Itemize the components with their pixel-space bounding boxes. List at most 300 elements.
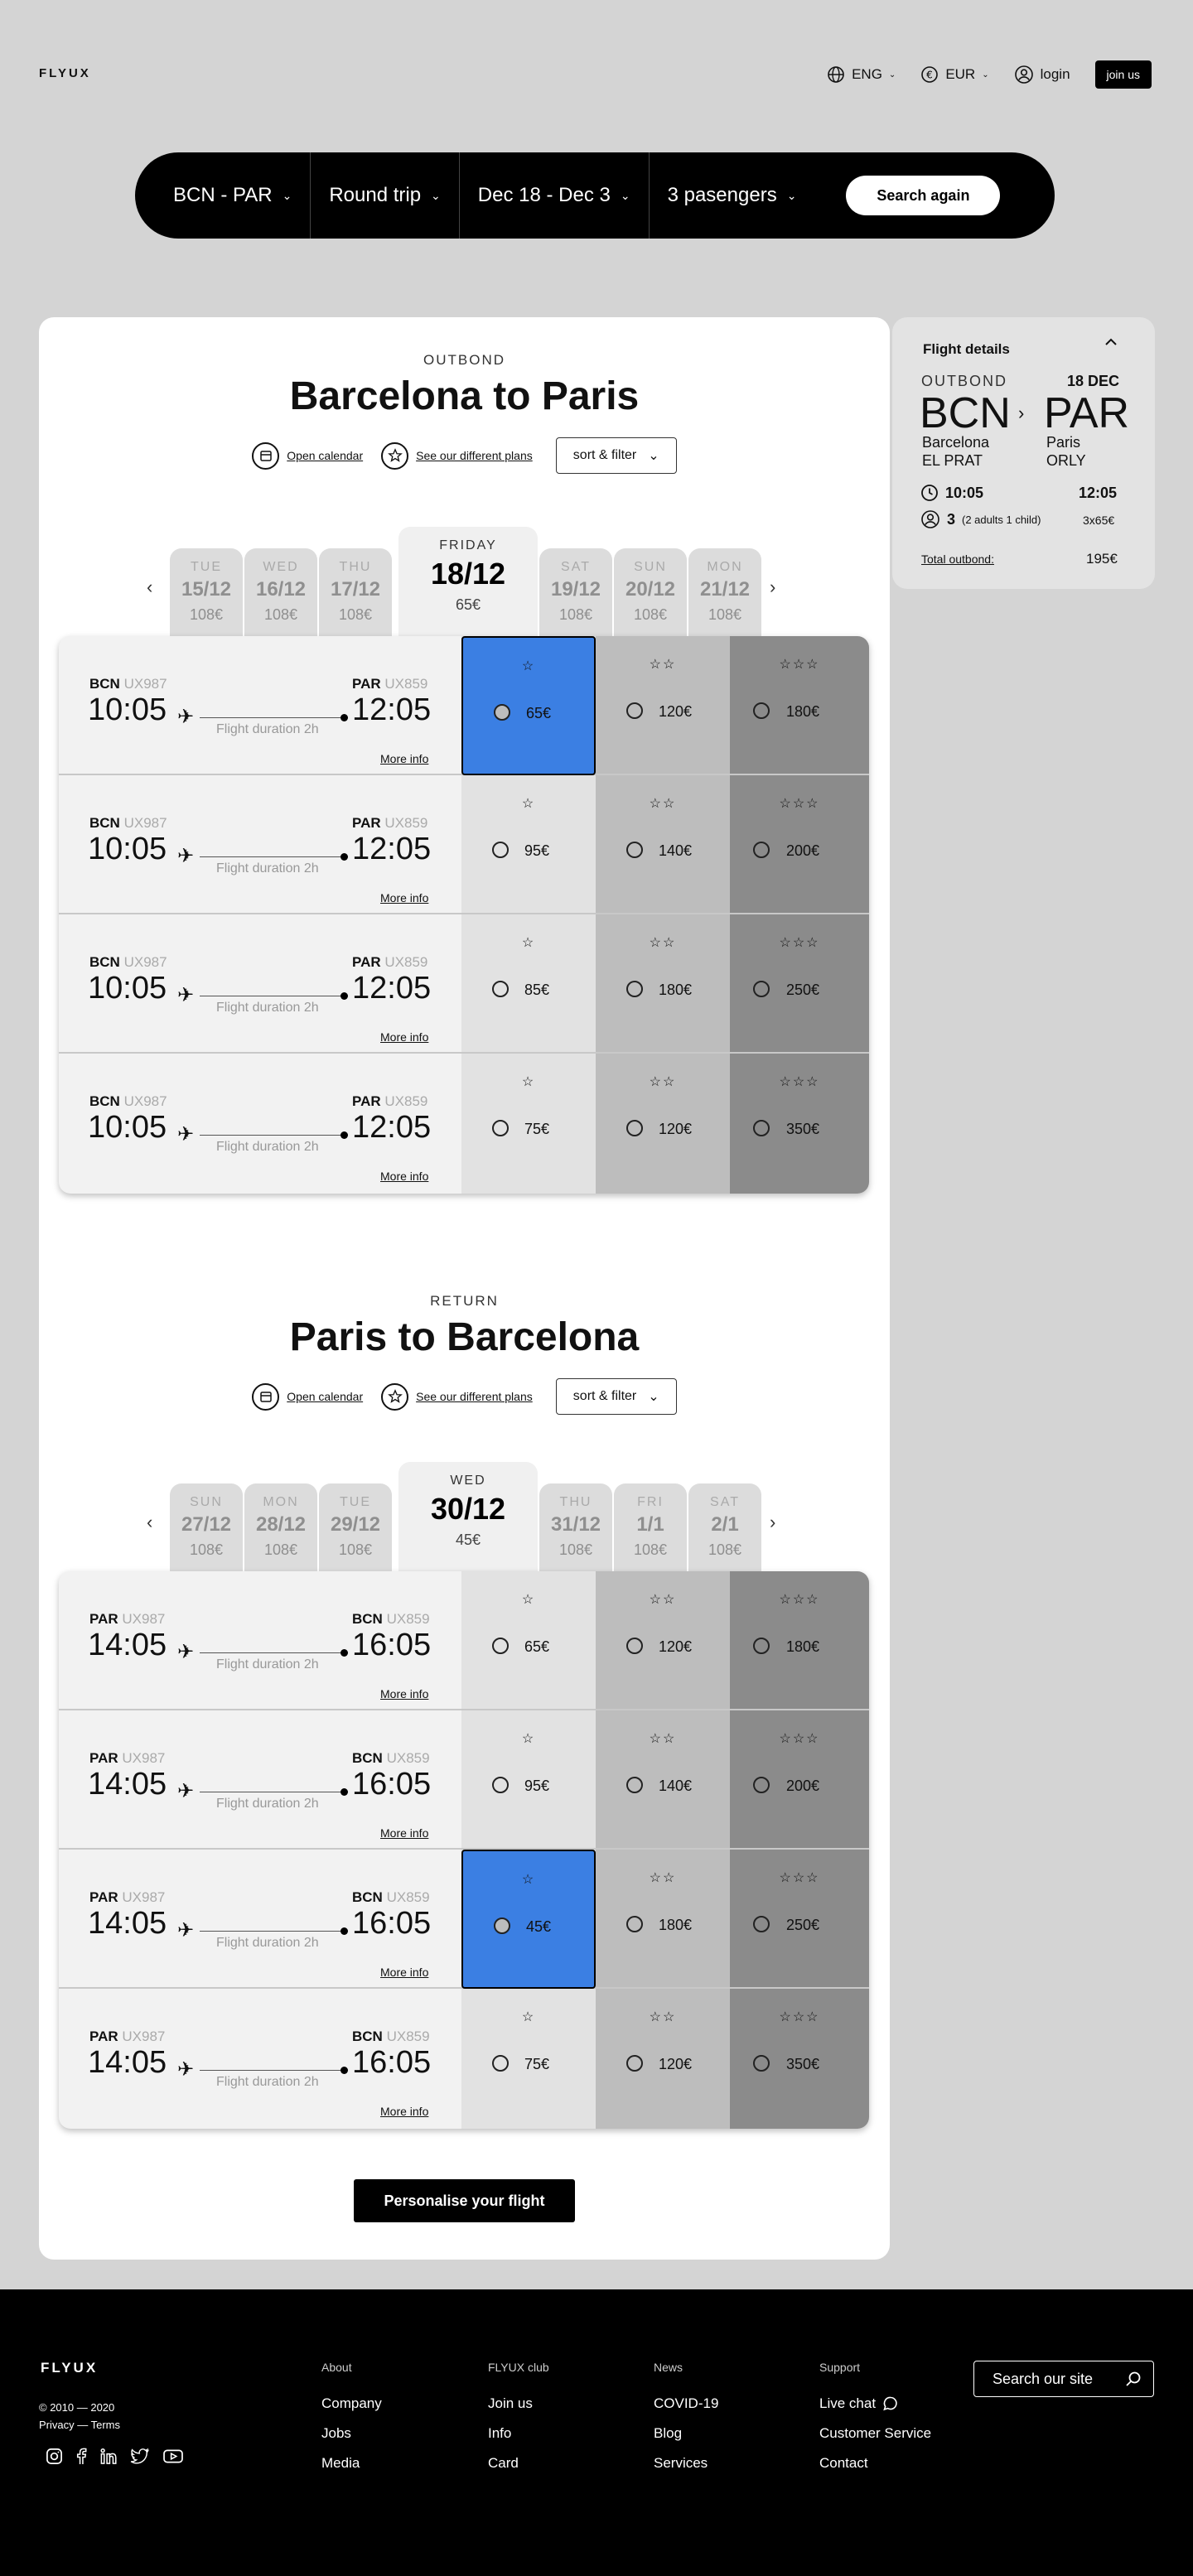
- linkedin-icon[interactable]: [99, 2448, 118, 2465]
- fare-option[interactable]: [461, 914, 596, 1054]
- sort-filter-button[interactable]: [556, 437, 677, 474]
- fare-option[interactable]: [596, 914, 730, 1054]
- open-calendar-link[interactable]: [252, 442, 363, 470]
- departure-time: 10:05: [88, 832, 167, 866]
- more-info-link[interactable]: More info: [380, 1030, 429, 1044]
- date-tab-price: 108€: [633, 606, 668, 623]
- star-rating-icon: ☆☆: [649, 658, 677, 672]
- date-tab-price: 45€: [455, 1532, 481, 1548]
- personalise-flight-button[interactable]: Personalise your flight: [354, 2179, 575, 2222]
- departure-time: 10:05: [88, 971, 167, 1006]
- trip-type-selector[interactable]: [311, 152, 459, 239]
- passenger-price: 3x65€: [1083, 514, 1115, 527]
- star-rating-icon: ☆☆: [649, 1732, 677, 1746]
- departure-time: 10:05: [88, 1110, 167, 1145]
- passenger-breakdown: (2 adults 1 child): [962, 513, 1041, 526]
- date-tab[interactable]: [539, 548, 612, 641]
- fare-price: 350€: [786, 1121, 820, 1137]
- flight-row: [59, 1054, 869, 1193]
- open-calendar-label: Open calendar: [287, 1390, 364, 1403]
- fare-option[interactable]: [730, 1989, 869, 2128]
- chevron-right-icon[interactable]: ›: [770, 576, 776, 597]
- fare-radio[interactable]: [626, 1777, 643, 1793]
- date-tab-day: SUN: [634, 560, 667, 574]
- login-link[interactable]: [1014, 65, 1070, 84]
- star-rating-icon: ☆☆: [649, 936, 677, 950]
- origin-airport-code: BCN: [89, 815, 120, 831]
- footer-link[interactable]: [321, 2395, 382, 2412]
- route-selector[interactable]: [173, 152, 311, 239]
- plane-icon: ✈: [177, 1641, 195, 1663]
- flight-row: [59, 636, 869, 775]
- fare-radio[interactable]: [492, 2055, 509, 2072]
- route-line: [200, 2070, 345, 2071]
- fare-radio[interactable]: [626, 1120, 643, 1136]
- origin-flight-number: UX987: [123, 815, 167, 831]
- fare-option[interactable]: [730, 914, 869, 1054]
- origin-code: [89, 1611, 165, 1628]
- chevron-up-icon[interactable]: [1105, 338, 1117, 346]
- date-tab-date: 16/12: [255, 578, 307, 601]
- more-info-link[interactable]: More info: [380, 1170, 429, 1183]
- footer-link-label: Join us: [488, 2395, 533, 2411]
- flight-selection-panel: [39, 317, 890, 2260]
- more-info-link[interactable]: More info: [380, 752, 429, 765]
- route-line: [200, 856, 345, 857]
- route-end-dot: [341, 2067, 348, 2074]
- return-title: Paris to Barcelona: [289, 1315, 640, 1359]
- origin-code: [89, 2028, 165, 2045]
- fare-price: 65€: [524, 1638, 550, 1655]
- fare-price: 65€: [526, 705, 552, 721]
- arrival-time: 16:05: [352, 1906, 432, 1941]
- copyright: © 2010 — 2020: [39, 2401, 115, 2414]
- footer-link-label: Card: [488, 2455, 519, 2471]
- destination-flight-number: UX859: [384, 1093, 428, 1109]
- twitter-icon[interactable]: [130, 2448, 150, 2465]
- origin-airport-code: BCN: [89, 1093, 120, 1109]
- star-rating-icon: ☆☆☆: [779, 936, 820, 950]
- outbound-flight-table: [59, 636, 869, 1194]
- footer-link-label: Company: [321, 2395, 382, 2411]
- chevron-down-icon: ⌄: [648, 1390, 659, 1404]
- chat-bubble-icon: [882, 2395, 899, 2412]
- outbound-toolbar: [39, 437, 890, 474]
- fare-radio[interactable]: [626, 842, 643, 858]
- fare-radio[interactable]: [492, 842, 509, 858]
- departure-time: 10:05: [945, 484, 984, 501]
- date-tab[interactable]: [244, 548, 317, 641]
- date-tab-day: SAT: [710, 1495, 740, 1509]
- origin-flight-number: UX987: [123, 1093, 167, 1109]
- date-tab-day: WED: [263, 560, 299, 574]
- sort-filter-label: sort & filter: [572, 1389, 637, 1403]
- footer-column-heading: News: [654, 2361, 683, 2374]
- chevron-right-icon[interactable]: ›: [770, 1512, 776, 1532]
- fare-radio[interactable]: [753, 1777, 770, 1793]
- date-tab-day: FRI: [637, 1495, 664, 1509]
- date-tab-price: 108€: [263, 1541, 298, 1558]
- date-tab[interactable]: [319, 548, 392, 641]
- origin-code: [89, 954, 167, 971]
- star-icon: [381, 1383, 408, 1411]
- footer-link[interactable]: [819, 2455, 931, 2472]
- destination-airport-code: PAR: [352, 954, 381, 970]
- flight-row: [59, 914, 869, 1054]
- flight-duration: Flight duration 2h: [216, 1797, 319, 1811]
- details-origin-code: BCN: [920, 389, 1011, 437]
- fare-price: 120€: [659, 1638, 693, 1655]
- fare-option[interactable]: [461, 1054, 596, 1193]
- facebook-icon[interactable]: [75, 2448, 87, 2465]
- fare-radio[interactable]: [753, 2055, 770, 2072]
- details-departure: [920, 484, 983, 502]
- fare-radio[interactable]: [492, 1120, 509, 1136]
- footer-link[interactable]: [654, 2425, 718, 2442]
- arrival-time: 12:05: [352, 1110, 432, 1145]
- footer-link[interactable]: [488, 2455, 549, 2472]
- origin-code: [89, 1093, 167, 1110]
- date-tab-price: 65€: [455, 596, 481, 613]
- fare-option[interactable]: [596, 775, 730, 914]
- date-tab-date: 17/12: [330, 578, 381, 601]
- currency-selector[interactable]: [920, 65, 988, 84]
- top-nav: [827, 60, 1152, 89]
- fare-price: 75€: [524, 1121, 550, 1137]
- date-tab[interactable]: [614, 1483, 687, 1576]
- fare-radio[interactable]: [753, 981, 770, 997]
- arrival-time: 16:05: [352, 1628, 432, 1662]
- date-tab-day: FRIDAY: [439, 538, 497, 552]
- open-calendar-link[interactable]: [252, 1383, 363, 1411]
- see-plans-link[interactable]: [381, 1383, 533, 1411]
- flight-row: [59, 1571, 869, 1710]
- fare-radio[interactable]: [494, 704, 510, 721]
- star-icon: [381, 442, 408, 470]
- more-info-link[interactable]: More info: [380, 891, 429, 904]
- currency-label: EUR: [945, 66, 976, 82]
- fare-option[interactable]: [730, 1850, 869, 1989]
- date-tab-day: TUE: [340, 1495, 371, 1509]
- fare-radio[interactable]: [626, 702, 643, 719]
- instagram-icon[interactable]: [46, 2448, 63, 2465]
- fare-radio[interactable]: [753, 702, 770, 719]
- date-tab-date: 18/12: [430, 557, 506, 591]
- fare-radio[interactable]: [753, 842, 770, 858]
- arrival-time: 16:05: [352, 2045, 432, 2080]
- date-tab-date: 29/12: [330, 1513, 381, 1536]
- fare-price: 120€: [659, 703, 693, 720]
- plane-icon: ✈: [177, 2058, 195, 2081]
- fare-option[interactable]: [730, 636, 869, 775]
- date-tab-day: TUE: [191, 560, 222, 574]
- fare-option[interactable]: [461, 1989, 596, 2128]
- star-rating-icon: ☆☆☆: [779, 797, 820, 811]
- flight-row: [59, 1989, 869, 2128]
- plane-icon: ✈: [177, 984, 195, 1006]
- fare-price: 75€: [524, 2056, 550, 2072]
- footer-link-label: Info: [488, 2425, 512, 2441]
- origin-flight-number: UX987: [123, 676, 167, 692]
- date-tab-day: MON: [263, 1495, 299, 1509]
- date-tab-date: 1/1: [636, 1513, 664, 1536]
- chevron-down-icon: ⌄: [982, 70, 989, 80]
- destination-flight-number: UX859: [386, 1889, 430, 1905]
- date-tab[interactable]: [539, 1483, 612, 1576]
- fare-price: 95€: [524, 842, 550, 859]
- fare-option[interactable]: [461, 636, 596, 775]
- flight-row: [59, 775, 869, 914]
- fare-option[interactable]: [730, 1571, 869, 1710]
- route-line: [200, 1135, 345, 1136]
- date-tab-date: 30/12: [430, 1492, 506, 1526]
- date-tab-price: 108€: [338, 1541, 373, 1558]
- flight-duration: Flight duration 2h: [216, 2075, 319, 2089]
- fare-price: 180€: [659, 1917, 693, 1933]
- chevron-right-icon: ›: [1018, 403, 1025, 423]
- route-end-dot: [341, 1788, 348, 1796]
- route-line: [200, 1652, 345, 1653]
- date-tab-date: 19/12: [550, 578, 601, 601]
- dates-selector[interactable]: [460, 152, 650, 239]
- date-tab[interactable]: [688, 548, 761, 641]
- star-rating-icon: ☆: [521, 1593, 536, 1607]
- clock-icon: [920, 484, 939, 502]
- chevron-down-icon: ⌄: [620, 188, 630, 202]
- origin-flight-number: UX987: [122, 2028, 166, 2044]
- fare-radio[interactable]: [626, 1638, 643, 1654]
- chevron-down-icon: ⌄: [786, 188, 797, 202]
- fare-price: 200€: [786, 842, 820, 859]
- calendar-icon: [252, 442, 279, 470]
- date-tab-date: 27/12: [181, 1513, 232, 1536]
- route-end-dot: [341, 853, 348, 861]
- fare-price: 200€: [786, 1778, 820, 1794]
- fare-radio[interactable]: [626, 981, 643, 997]
- route-end-dot: [341, 1927, 348, 1935]
- date-tab-day: THU: [339, 560, 372, 574]
- details-direction: OUTBOND: [921, 373, 1007, 389]
- outbound-label: OUTBOND: [423, 352, 505, 368]
- date-tab-price: 108€: [189, 606, 224, 623]
- more-info-link[interactable]: More info: [380, 1687, 429, 1700]
- destination-airport-code: PAR: [352, 815, 381, 831]
- plane-icon: ✈: [177, 1780, 195, 1802]
- language-selector[interactable]: [827, 65, 896, 84]
- star-rating-icon: ☆☆☆: [779, 1593, 820, 1607]
- fare-price: 95€: [524, 1778, 550, 1794]
- destination-airport-code: PAR: [352, 1093, 381, 1109]
- date-tab[interactable]: [614, 548, 687, 641]
- footer: [0, 2289, 1193, 2576]
- fare-option[interactable]: [461, 1710, 596, 1850]
- fare-radio[interactable]: [626, 2055, 643, 2072]
- plane-icon: ✈: [177, 706, 195, 728]
- origin-airport-code: BCN: [89, 676, 120, 692]
- fare-price: 120€: [659, 2056, 693, 2072]
- details-date: 18 DEC: [1067, 373, 1120, 389]
- fare-option[interactable]: [461, 1850, 596, 1989]
- fare-radio[interactable]: [753, 1120, 770, 1136]
- origin-city-name: Barcelona: [922, 434, 990, 451]
- star-rating-icon: ☆☆☆: [779, 1871, 820, 1885]
- date-tab[interactable]: [398, 1462, 538, 1576]
- fare-option[interactable]: [730, 1054, 869, 1193]
- route-end-dot: [341, 1131, 348, 1139]
- footer-logo[interactable]: FLYUX: [41, 2360, 99, 2376]
- star-rating-icon: ☆: [521, 659, 536, 673]
- sort-filter-label: sort & filter: [572, 448, 637, 462]
- fare-option[interactable]: [596, 1989, 730, 2128]
- origin-code: [89, 1889, 165, 1906]
- passengers-selector[interactable]: [650, 152, 815, 239]
- search-again-button[interactable]: Search again: [846, 176, 1000, 215]
- footer-column: [321, 2361, 382, 2485]
- chevron-left-icon[interactable]: ‹: [147, 1512, 153, 1532]
- footer-link-label: Contact: [819, 2455, 868, 2471]
- flight-row: [59, 1710, 869, 1850]
- star-rating-icon: ☆: [521, 1732, 536, 1746]
- star-rating-icon: ☆: [521, 936, 536, 950]
- fare-radio[interactable]: [753, 1916, 770, 1932]
- details-destination-code: PAR: [1044, 389, 1130, 437]
- destination-flight-number: UX859: [384, 815, 428, 831]
- origin-airport-code: PAR: [89, 1750, 118, 1766]
- footer-link-label: Services: [654, 2455, 708, 2471]
- total-label[interactable]: Total outbond:: [921, 552, 994, 566]
- details-passengers: [920, 509, 1041, 529]
- fare-radio[interactable]: [753, 1638, 770, 1654]
- fare-option[interactable]: [461, 1571, 596, 1710]
- details-arrival-time: 12:05: [1079, 485, 1118, 501]
- footer-column-heading: Support: [819, 2361, 861, 2374]
- fare-radio[interactable]: [492, 981, 509, 997]
- chevron-left-icon[interactable]: ‹: [147, 576, 153, 597]
- destination-airport-code: BCN: [352, 1611, 383, 1627]
- date-tab-day: MON: [707, 560, 743, 574]
- date-tab[interactable]: [170, 548, 243, 641]
- chevron-down-icon: ⌄: [431, 188, 441, 202]
- fare-price: 140€: [659, 1778, 693, 1794]
- footer-link-label: Customer Service: [819, 2425, 932, 2441]
- date-tab-price: 108€: [558, 1541, 593, 1558]
- flight-duration: Flight duration 2h: [216, 722, 319, 736]
- date-tab-date: 31/12: [550, 1513, 601, 1536]
- origin-airport-code: PAR: [89, 1611, 118, 1627]
- fare-radio[interactable]: [626, 1916, 643, 1932]
- date-tab-price: 108€: [263, 606, 298, 623]
- origin-code: [89, 676, 167, 692]
- footer-link-label: COVID-19: [654, 2395, 719, 2411]
- star-rating-icon: ☆: [521, 2010, 536, 2024]
- date-tab[interactable]: [170, 1483, 243, 1576]
- fare-option[interactable]: [596, 1710, 730, 1850]
- footer-link[interactable]: [819, 2425, 931, 2442]
- footer-link[interactable]: [654, 2395, 718, 2412]
- search-icon: [1125, 2371, 1142, 2387]
- footer-link[interactable]: [654, 2455, 718, 2472]
- destination-airport-code: BCN: [352, 1889, 383, 1905]
- date-tab-day: SUN: [190, 1495, 223, 1509]
- open-calendar-label: Open calendar: [287, 449, 364, 462]
- fare-price: 45€: [526, 1918, 552, 1935]
- destination-flight-number: UX859: [384, 954, 428, 970]
- footer-link-label: Media: [321, 2455, 360, 2471]
- footer-column-heading: FLYUX club: [488, 2361, 549, 2374]
- language-label: ENG: [852, 66, 882, 82]
- footer-link[interactable]: [321, 2455, 382, 2472]
- plane-icon: ✈: [177, 845, 195, 867]
- youtube-icon[interactable]: [162, 2448, 184, 2465]
- see-plans-link[interactable]: [381, 442, 533, 470]
- footer-column: [819, 2361, 931, 2485]
- date-tab-day: WED: [450, 1474, 486, 1488]
- footer-link[interactable]: [488, 2395, 549, 2412]
- fare-option[interactable]: [596, 1571, 730, 1710]
- fare-radio[interactable]: [492, 1777, 509, 1793]
- star-rating-icon: ☆☆☆: [779, 1075, 820, 1089]
- destination-airport-code: BCN: [352, 2028, 383, 2044]
- footer-legal: [39, 2399, 120, 2434]
- more-info-link[interactable]: More info: [380, 1966, 429, 1979]
- privacy-terms-link[interactable]: Privacy — Terms: [39, 2419, 120, 2431]
- fare-option[interactable]: [596, 636, 730, 775]
- destination-code: [352, 815, 427, 832]
- date-tab-date: 21/12: [699, 578, 751, 601]
- date-tab-date: 2/1: [711, 1513, 739, 1536]
- flight-details-panel: [892, 317, 1155, 589]
- fare-price: 120€: [659, 1121, 693, 1137]
- date-tab[interactable]: [319, 1483, 392, 1576]
- footer-link[interactable]: [321, 2425, 382, 2442]
- fare-option[interactable]: [461, 775, 596, 914]
- date-tab-price: 108€: [338, 606, 373, 623]
- star-rating-icon: ☆☆: [649, 1871, 677, 1885]
- footer-link-label: Live chat: [819, 2395, 877, 2411]
- flight-duration: Flight duration 2h: [216, 1936, 319, 1950]
- date-tab-price: 108€: [633, 1541, 668, 1558]
- footer-search-input[interactable]: [973, 2361, 1154, 2397]
- date-tab-price: 108€: [558, 606, 593, 623]
- fare-price: 180€: [786, 1638, 820, 1655]
- origin-flight-number: UX987: [122, 1889, 166, 1905]
- more-info-link[interactable]: More info: [380, 2105, 429, 2118]
- fare-option[interactable]: [730, 1710, 869, 1850]
- star-rating-icon: ☆☆: [649, 2010, 677, 2024]
- date-tab[interactable]: [244, 1483, 317, 1576]
- join-us-button[interactable]: join us: [1095, 60, 1152, 89]
- origin-flight-number: UX987: [122, 1611, 166, 1627]
- sort-filter-button[interactable]: [556, 1378, 677, 1415]
- social-links: [46, 2448, 184, 2465]
- brand-logo[interactable]: FLYUX: [39, 66, 91, 80]
- more-info-link[interactable]: More info: [380, 1826, 429, 1840]
- fare-option[interactable]: [596, 1850, 730, 1989]
- login-label: login: [1040, 66, 1070, 82]
- destination-flight-number: UX859: [386, 1750, 430, 1766]
- footer-link[interactable]: [488, 2425, 549, 2442]
- footer-link[interactable]: [819, 2395, 931, 2412]
- fare-option[interactable]: [730, 775, 869, 914]
- chevron-down-icon: ⌄: [282, 188, 292, 202]
- date-tab[interactable]: [398, 527, 538, 641]
- date-tab[interactable]: [688, 1483, 761, 1576]
- fare-price: 350€: [786, 2056, 820, 2072]
- fare-radio[interactable]: [492, 1638, 509, 1654]
- route-value: BCN - PAR: [173, 184, 273, 206]
- fare-option[interactable]: [596, 1054, 730, 1193]
- fare-radio[interactable]: [494, 1918, 510, 1934]
